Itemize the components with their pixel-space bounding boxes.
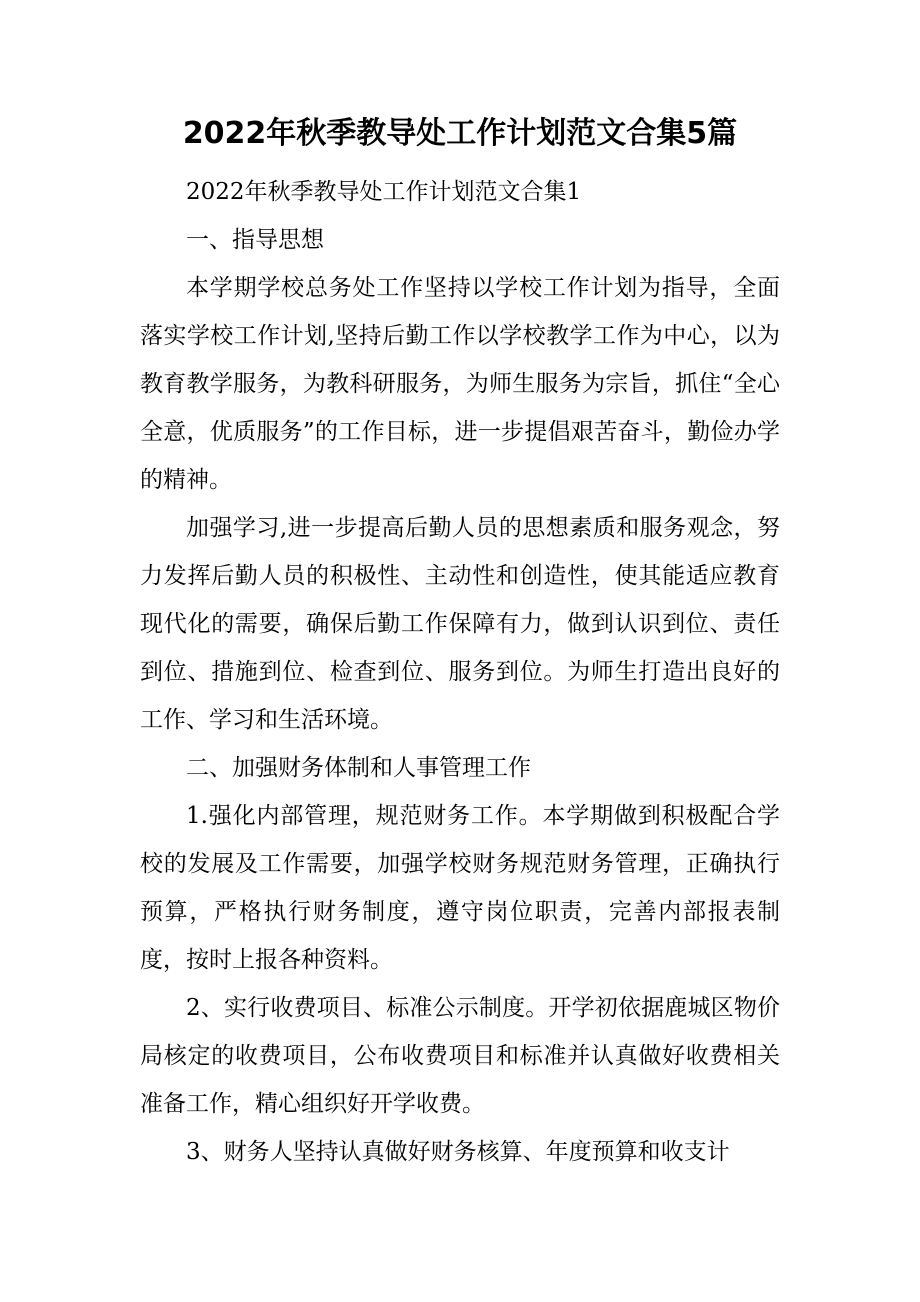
paragraph-item-3: 3、财务人坚持认真做好财务核算、年度预算和收支计 [186,1139,730,1165]
section-heading-guiding-ideology: 一、指导思想 [186,227,324,253]
paragraph-item-1: 1.强化内部管理，规范财务工作。本学期做到积极配合学校的发展及工作需要，加强学校财务规范财务管理，正确执行预算，严格执行财务制度，遵守岗位职责，完善内部报表制度，按时上报各种资料。 [140,803,780,973]
paragraph-guiding-ideology: 本学期学校总务处工作坚持以学校工作计划为指导，全面落实学校工作计划,坚持后勤工作以学校教学工作为中心，以为教育教学服务，为教科研服务，为师生服务为宗旨，抓住“全心全意，优质服务”的工作目标，进一步提倡艰苦奋斗，勤俭办学的精神。 [140,275,780,493]
section-heading-finance-personnel: 二、加强财务体制和人事管理工作 [186,755,531,781]
document-title: 2022年秋季教导处工作计划范文合集5篇 [182,116,738,151]
section-heading-plan-1: 2022年秋季教导处工作计划范文合集1 [186,179,582,205]
paragraph-strengthen-learning: 加强学习,进一步提高后勤人员的思想素质和服务观念，努力发挥后勤人员的积极性、主动性和创造性，使其能适应教育现代化的需要，确保后勤工作保障有力，做到认识到位、责任到位、措施到位、检查到位、服务到位。为师生打造出良好的工作、学习和生活环境。 [140,515,780,733]
document-body [140,168,780,1176]
paragraph-item-2: 2、实行收费项目、标准公示制度。开学初依据鹿城区物价局核定的收费项目，公布收费项目和标准并认真做好收费相关准备工作，精心组织好开学收费。 [140,995,780,1117]
